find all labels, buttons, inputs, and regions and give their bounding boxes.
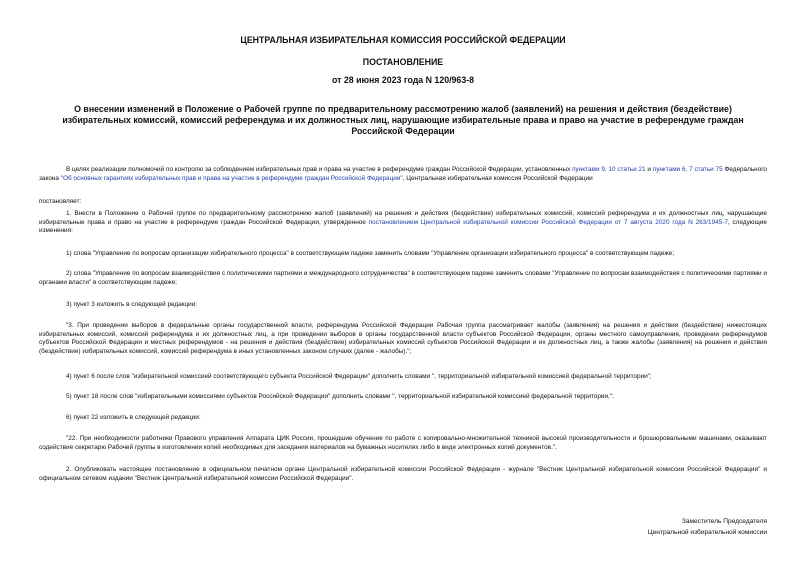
intro-text-2: и [645,166,653,173]
signature-position: Заместитель Председателя [681,518,767,525]
subitem-6: 6) пункт 22 изложить в следующей редакции: [66,414,201,421]
intro-text-3: Федерального закона [39,166,767,182]
item-1-paragraph [39,210,767,236]
intro-paragraph [39,166,767,183]
commission-name: ЦЕНТРАЛЬНАЯ ИЗБИРАТЕЛЬНАЯ КОМИССИЯ РОССИЙСКОЙ ФЕДЕРАЦИИ [240,35,566,45]
intro-text-1: В целях реализации полномочий по контролю за соблюдением избирательных прав и права на участие в референдуме граждан Российской Федерации, установленных [66,166,573,173]
subitem-1: 1) слова "Управление по вопросам организации избирательного процесса" в соответствующем падеже заменить словами "Управление организации избирательного процесса" в соответствующем падеже; [66,250,674,257]
law-link-articles-75[interactable]: пунктами 6, 7 статьи 75 [652,166,723,173]
item-2-paragraph: 2. Опубликовать настоящее постановление в официальном печатном органе Центральной избирательной комиссии Российской Федерации - журнале "Вестник Центральной избирательной комиссии Российской Федерации" и официальном сетевом издании "Вестник Центральной избирательной комиссии Российской Федерации". [39,466,767,482]
subitem-5: 5) пункт 18 после слов "избирательными комиссиями субъектов Российской Федерации" дополнить словами ", территориальной избирательной комиссией федеральной территории,"; [66,393,614,400]
intro-text-4: , Центральная избирательная комиссия Российской Федерации [402,174,593,182]
quote-point-3: "3. При проведении выборов в федеральные органы государственной власти, референдума Российской Федерации Рабочая группа рассматривает жалобы (заявления) на решения и действия (бездействие) нижестоящих избирательных комиссий, комиссий референдума и их должностных лиц, а при проведении выборов в органы государственной власти субъектов Российской Федерации, органы местного самоуправления, проведении референдумов субъектов Российской Федерации и местных референдумов - на решения и действия (бездействие) избирательных комиссий субъектов Российской Федерации и их должностных лиц, а также жалобы (заявления) на решения и действия (бездействие) избирательных комиссий, комиссий референдума в иных установленных законом случаях (далее - жалобы)."; [39,322,767,355]
signature-organization: Центральной избирательной комиссии [647,529,767,536]
quote-point-22: "22. При необходимости работники Правового управления Аппарата ЦИК России, прошедшие обучение по работе с копировально-множительной техникой высокой производительности и брошюровальными машинами, оказывают содействие секретарю Рабочей группы в изготовлении копий необходимых для заседания материалов на бумажных носителях либо в виде электронных копий документов.". [39,435,767,451]
document-title: О внесении изменений в Положение о Рабочей группе по предварительному рассмотрению жалоб (заявлений) на решения и действия (бездействие) избирательных комиссий, комиссий референдума и их должностных лиц, нарушающие избирательные права и право на участие в референдуме граждан Российской Федерации [62,104,744,136]
document-type: ПОСТАНОВЛЕНИЕ [362,57,444,67]
item-1-text-1: 1. Внести в Положение о Рабочей группе по предварительному рассмотрению жалоб (заявлений) на решения и действия (бездействие) избирательных комиссий, комиссий референдума и их должностных лиц, нарушающие избирательные права и право на участие в референдуме граждан Российской Федерации, утвержденное [39,210,767,226]
resolution-link[interactable]: постановлением Центральной избирательной комиссии Российской Федерации от 7 августа 2020 года N 263/1945-7 [368,218,728,226]
law-link-federal-law[interactable]: "Об основных гарантиях избирательных прав и права на участие в референдуме граждан Российской Федерации" [60,174,403,182]
resolves-line: постановляет: [39,198,82,205]
law-link-articles-21[interactable]: пунктами 9, 10 статьи 21 [572,166,646,173]
subitem-3: 3) пункт 3 изложить в следующей редакции: [66,301,198,308]
subitem-4: 4) пункт 6 после слов "избирательной комиссией соответствующего субъекта Российской Федерации" дополнить словами ", территориальной избирательной комиссией федеральной территории"; [66,373,652,380]
subitem-2: 2) слова "Управление по вопросам взаимодействия с политическими партиями и международного сотрудничества" в соответствующем падеже заменить словами "Управление по вопросам взаимодействия с политическими партиями и органами власти" в соответствующем падеже; [39,270,767,286]
document-date-number: от 28 июня 2023 года N 120/963-8 [331,75,475,85]
document-page [39,0,767,571]
item-1-text-2: , следующие изменения: [39,218,767,235]
